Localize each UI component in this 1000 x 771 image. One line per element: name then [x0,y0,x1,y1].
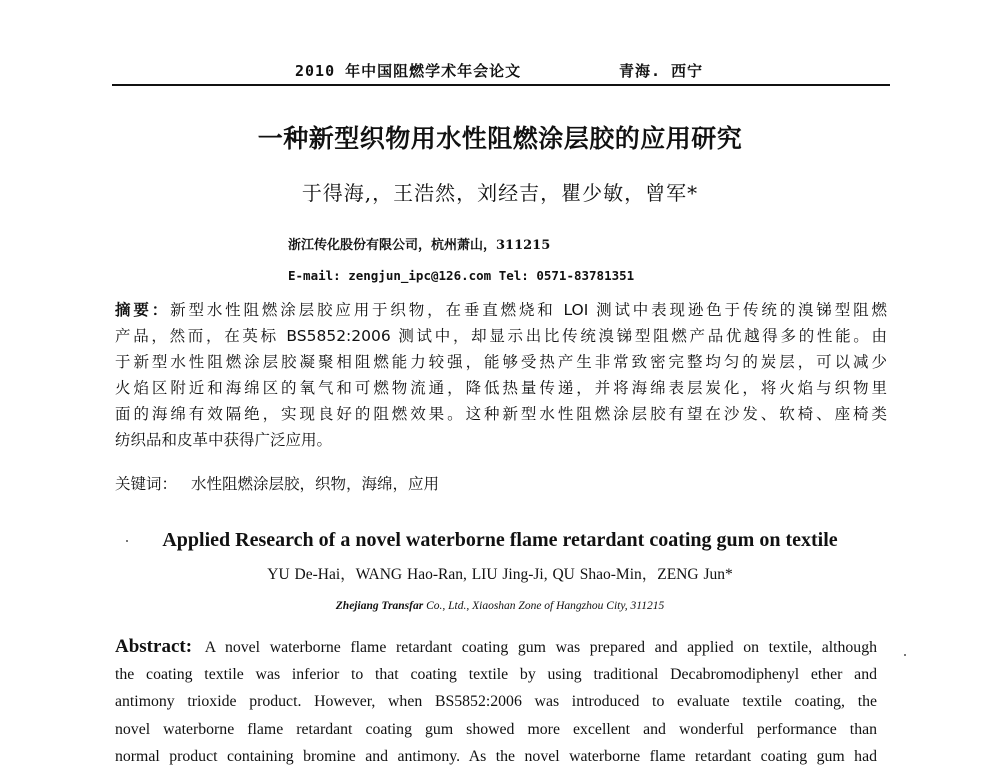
chinese-abstract-line: 摘要：新型水性阻燃涂层胶应用于织物，在垂直燃烧和 LOI 测试中表现逊色于传统的溴锑型阻燃 [115,301,887,319]
english-authors: YU De-Hai，WANG Hao-Ran, LIU Jing-Ji, QU Shao-Min，ZENG Jun* [267,566,733,583]
chinese-paper-title: 一种新型织物用水性阻燃涂层胶的应用研究 [257,124,743,153]
english-abstract-line: the coating textile was inferior to that coating textile by using traditional Decabromodiphenyl ether and [115,665,877,683]
keywords-list: 水性阻燃涂层胶，织物，海绵，应用 [191,475,440,493]
english-abstract-line: Abstract: A novel waterborne flame retardant coating gum was prepared and applied on textile, although [115,636,877,657]
chinese-abstract-line: 于新型水性阻燃涂层胶凝聚相阻燃能力较强，能够受热产生非常致密完整均匀的炭层，可以减少 [115,353,887,371]
english-abstract-line: antimony trioxide product. However, when BS5852:2006 was introduced to evaluate textile coating, the [115,693,877,710]
chinese-affiliation: 浙江传化股份有限公司，杭州萧山，311215 [288,238,551,253]
english-affiliation [0,600,1000,612]
chinese-keywords [115,471,439,497]
chinese-abstract-line: 面的海绵有效隔绝，实现良好的阻燃效果。这种新型水性阻燃涂层胶有望在沙发、软椅、座椅类 [115,405,887,423]
english-abstract [115,633,877,771]
chinese-abstract-line: 纺织品和皮革中获得广泛应用。 [115,431,333,449]
english-abstract-line: normal product containing bromine and antimony. As the novel waterborne flame retardant coating gum had [115,748,877,765]
conference-location: 青海. 西宁 [619,62,704,80]
keywords-label: 关键词： [115,475,178,493]
contact-info: E-mail: zengjun_ipc@126.com Tel: 0571-83781351 [288,268,635,283]
company-name: Zhejiang Transfar [335,600,424,612]
english-abstract-label: Abstract: [115,636,193,657]
english-abstract-line: novel waterborne flame retardant coating gum showed more excellent and wonderful performance than [115,720,877,738]
chinese-abstract-label: 摘要： [115,301,171,319]
scan-speck [904,654,906,656]
conference-name: 2010 年中国阻燃学术年会论文 [295,62,522,80]
running-header [112,58,890,86]
chinese-abstract [115,297,887,453]
chinese-abstract-line: 产品，然而，在英标 BS5852:2006 测试中，却显示出比传统溴锑型阻燃产品优越得多的性能。由 [115,327,887,345]
chinese-authors: 于得海,，王浩然，刘经吉，瞿少敏，曾军* [301,181,699,205]
chinese-abstract-line: 火焰区附近和海绵区的氧气和可燃物流通，降低热量传递，并将海绵表层炭化，将火焰与织物里 [115,379,887,397]
affiliation-address: Co., Ltd., Xiaoshan Zone of Hangzhou City, 311215 [423,600,665,612]
english-paper-title: Applied Research of a novel waterborne flame retardant coating gum on textile [162,529,838,551]
